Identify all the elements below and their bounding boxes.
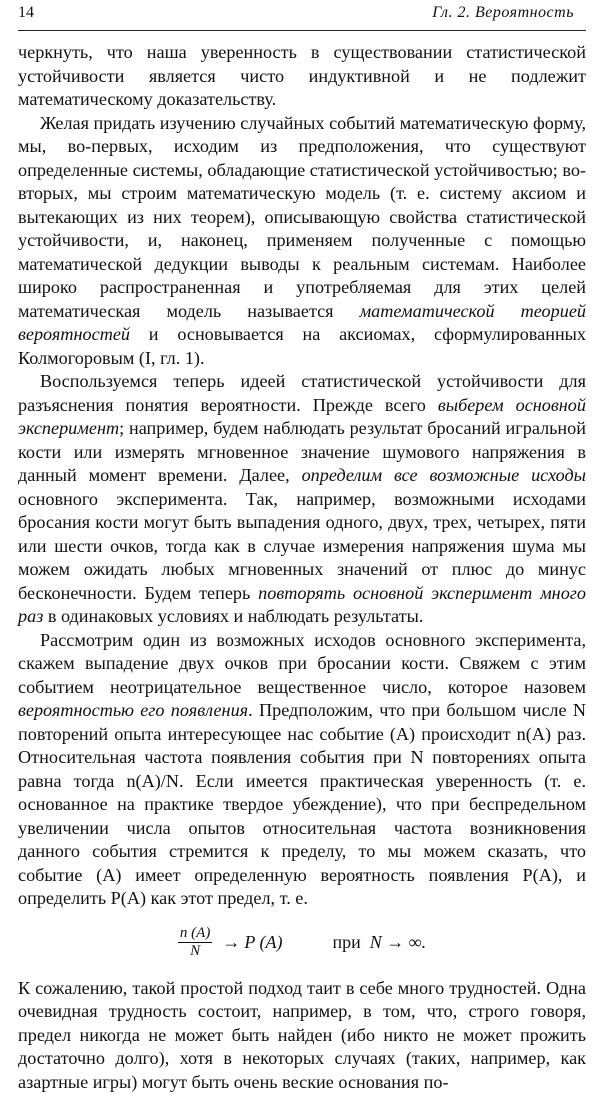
page-number: 14 (18, 4, 34, 22)
formula-denominator: N (188, 943, 202, 960)
formula-numerator: n (A) (178, 925, 212, 943)
formula-condition-word: при (332, 931, 360, 955)
formula-arrow: → (222, 931, 240, 955)
running-title: Гл. 2. Вероятность (432, 4, 574, 22)
paragraph-3: Воспользуемся теперь идеей статистической устойчивости для разъяснения понятия вероятности. Прежде всего выберем основной эксперимент; например, будем наблюдать результат бросаний игральной кости или измерять мгновенное значение шумового напряжения в данный момент времени. Далее, определим все возможные исходы основного эксперимента. Так, например, возможными исходами бросания кости могут быть выпадения одного, двух, трех, четырех, пяти или шести очков, тогда как в случае измерения напряжения шума мы можем ожидать любых мгновенных значений от плюс до минус бесконечности. Будем теперь повторять основной эксперимент много раз в одинаковых условиях и наблюдать результаты. (18, 370, 586, 629)
body-text (18, 41, 586, 1094)
limit-formula (18, 913, 586, 973)
paragraph-5: К сожалению, такой простой подход таит в себе много трудностей. Одна очевидная трудность состоит, например, в том, что, строго говоря, предел никогда не может быть найден (ибо никто не может прожить достаточно долго), хотя в некоторых случаях (таких, например, как азартные игры) могут быть очень веские основания по- (18, 977, 586, 1094)
paragraph-2: Желая придать изучению случайных событий математическую форму, мы, во-первых, исходим из предположения, что существуют определенные системы, обладающие статистической устойчивостью; во-вторых, мы строим математическую модель (т. е. систему аксиом и вытекающих из них теорем), описывающую свойства статистической устойчивости, и, наконец, применяем полученные с помощью математической дедукции выводы к реальным системам. Наиболее широко распространенная и употребляемая для этих целей математическая модель называется математической теорией вероятностей и основывается на аксиомах, сформулированных Колмогоровым (I, гл. 1). (18, 112, 586, 371)
paragraph-1: черкнуть, что наша уверенность в существовании статистической устойчивости является чисто индуктивной и не подлежит математическому доказательству. (18, 41, 586, 112)
term-possible-outcomes: определим все возможные исходы (302, 465, 586, 485)
formula-condition: N → ∞. (370, 931, 426, 955)
paragraph-4: Рассмотрим один из возможных исходов основного эксперимента, скажем выпадение двух очков при бросании кости. Свяжем с этим событием неотрицательное вещественное число, которое назовем вероятностью его появления. Предположим, что при большом числе N повторений опыта интересующее нас событие (A) происходит n(A) раз. Относительная частота появления события при N повторениях опыта равна тогда n(A)/N. Если имеется практическая уверенность (т. е. основанное на практике твердое убеждение), что при беспредельном увеличении числа опытов относительная частота возникновения данного события стремится к пределу, то мы можем сказать, что событие (A) имеет определенную вероятность появления P(A), и определить P(A) как этот предел, т. е. (18, 629, 586, 911)
term-probability-of-occurrence: вероятностью его появления (18, 700, 248, 720)
term-probability-theory: математической теорией вероятностей (18, 301, 586, 345)
term-basic-experiment: выберем основной эксперимент (18, 395, 586, 439)
formula-fraction (178, 925, 212, 960)
term-repeat-experiment: повторять основной эксперимент много раз (18, 583, 586, 627)
page-header (18, 4, 586, 31)
formula-limit: P (A) (244, 931, 282, 955)
